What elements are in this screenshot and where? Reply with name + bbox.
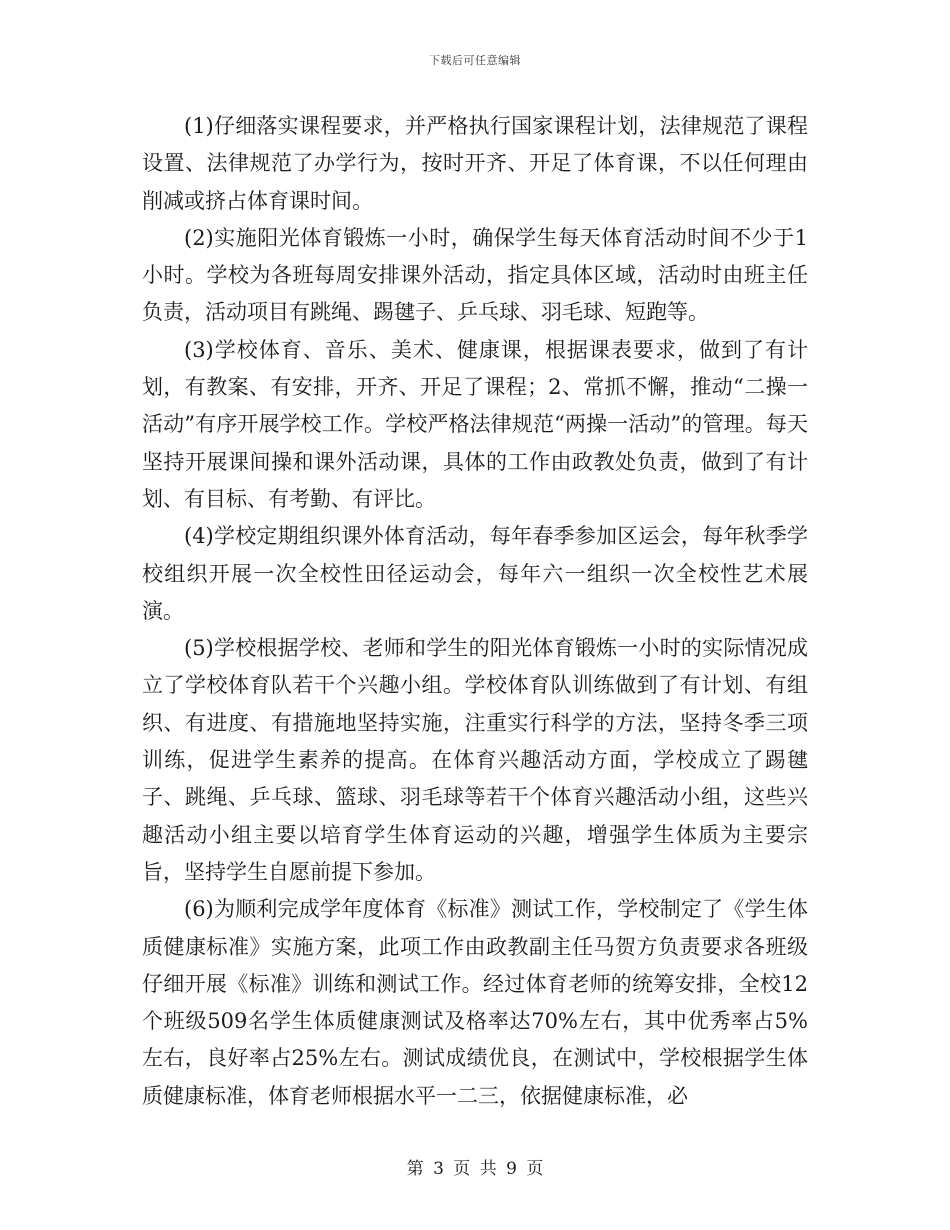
paragraph-6: (6)为顺利完成学年度体育《标准》测试工作，学校制定了《学生体质健康标准》实施方案，此项工作由政教副主任马贺方负责要求各班级仔细开展《标准》训练和测试工作。经过体育老师的统筹安排，全校12个班级509名学生体质健康测试及格率达70%左右，其中优秀率占5%左右，良好率占25%左右。测试成绩优良，在测试中，学校根据学生体质健康标准，体育老师根据水平一二三，依据健康标准，必 [142,897,808,1108]
current-page-number: 3 [433,1159,444,1179]
paragraph-3: (3)学校体育、音乐、美术、健康课，根据课表要求，做到了有计划，有教案、有安排，开齐、开足了课程；2、常抓不懈，推动“二操一活动”有序开展学校工作。学校严格法律规范“两操一活动”的管理。每天坚持开展课间操和课外活动课，具体的工作由政教处负责，做到了有计划、有目标、有考勤、有评比。 [142,337,808,511]
paragraph-2: (2)实施阳光体育锻炼一小时，确保学生每天体育活动时间不少于1小时。学校为各班每周安排课外活动，指定具体区域，活动时由班主任负责，活动项目有跳绳、踢毽子、乒乓球、羽毛球、短跑等。 [142,225,808,325]
total-page-count: 9 [506,1159,517,1179]
document-body [142,108,808,1115]
footer-suffix: 页 [526,1159,544,1179]
page-header: 下载后可任意编辑 [429,54,521,67]
page-footer [0,1154,950,1179]
paragraph-1: (1)仔细落实课程要求，并严格执行国家课程计划，法律规范了课程设置、法律规范了办学行为，按时开齐、开足了体育课，不以任何理由削减或挤占体育课时间。 [142,114,808,213]
paragraph-4: (4)学校定期组织课外体育活动，每年春季参加区运会，每年秋季学校组织开展一次全校性田径运动会，每年六一组织一次全校性艺术展演。 [142,524,808,623]
footer-prefix: 第 [406,1159,424,1179]
paragraph-5: (5)学校根据学校、老师和学生的阳光体育锻炼一小时的实际情况成立了学校体育队若干个兴趣小组。学校体育队训练做到了有计划、有组织、有进度、有措施地坚持实施，注重实行科学的方法，坚持冬季三项训练，促进学生素养的提高。在体育兴趣活动方面，学校成立了踢毽子、跳绳、乒乓球、篮球、羽毛球等若干个体育兴趣活动小组，这些兴趣活动小组主要以培育学生体育运动的兴趣，增强学生体质为主要宗旨，坚持学生自愿前提下参加。 [142,636,808,884]
footer-page-word: 页 [453,1159,471,1179]
footer-total-word: 共 [479,1159,497,1179]
